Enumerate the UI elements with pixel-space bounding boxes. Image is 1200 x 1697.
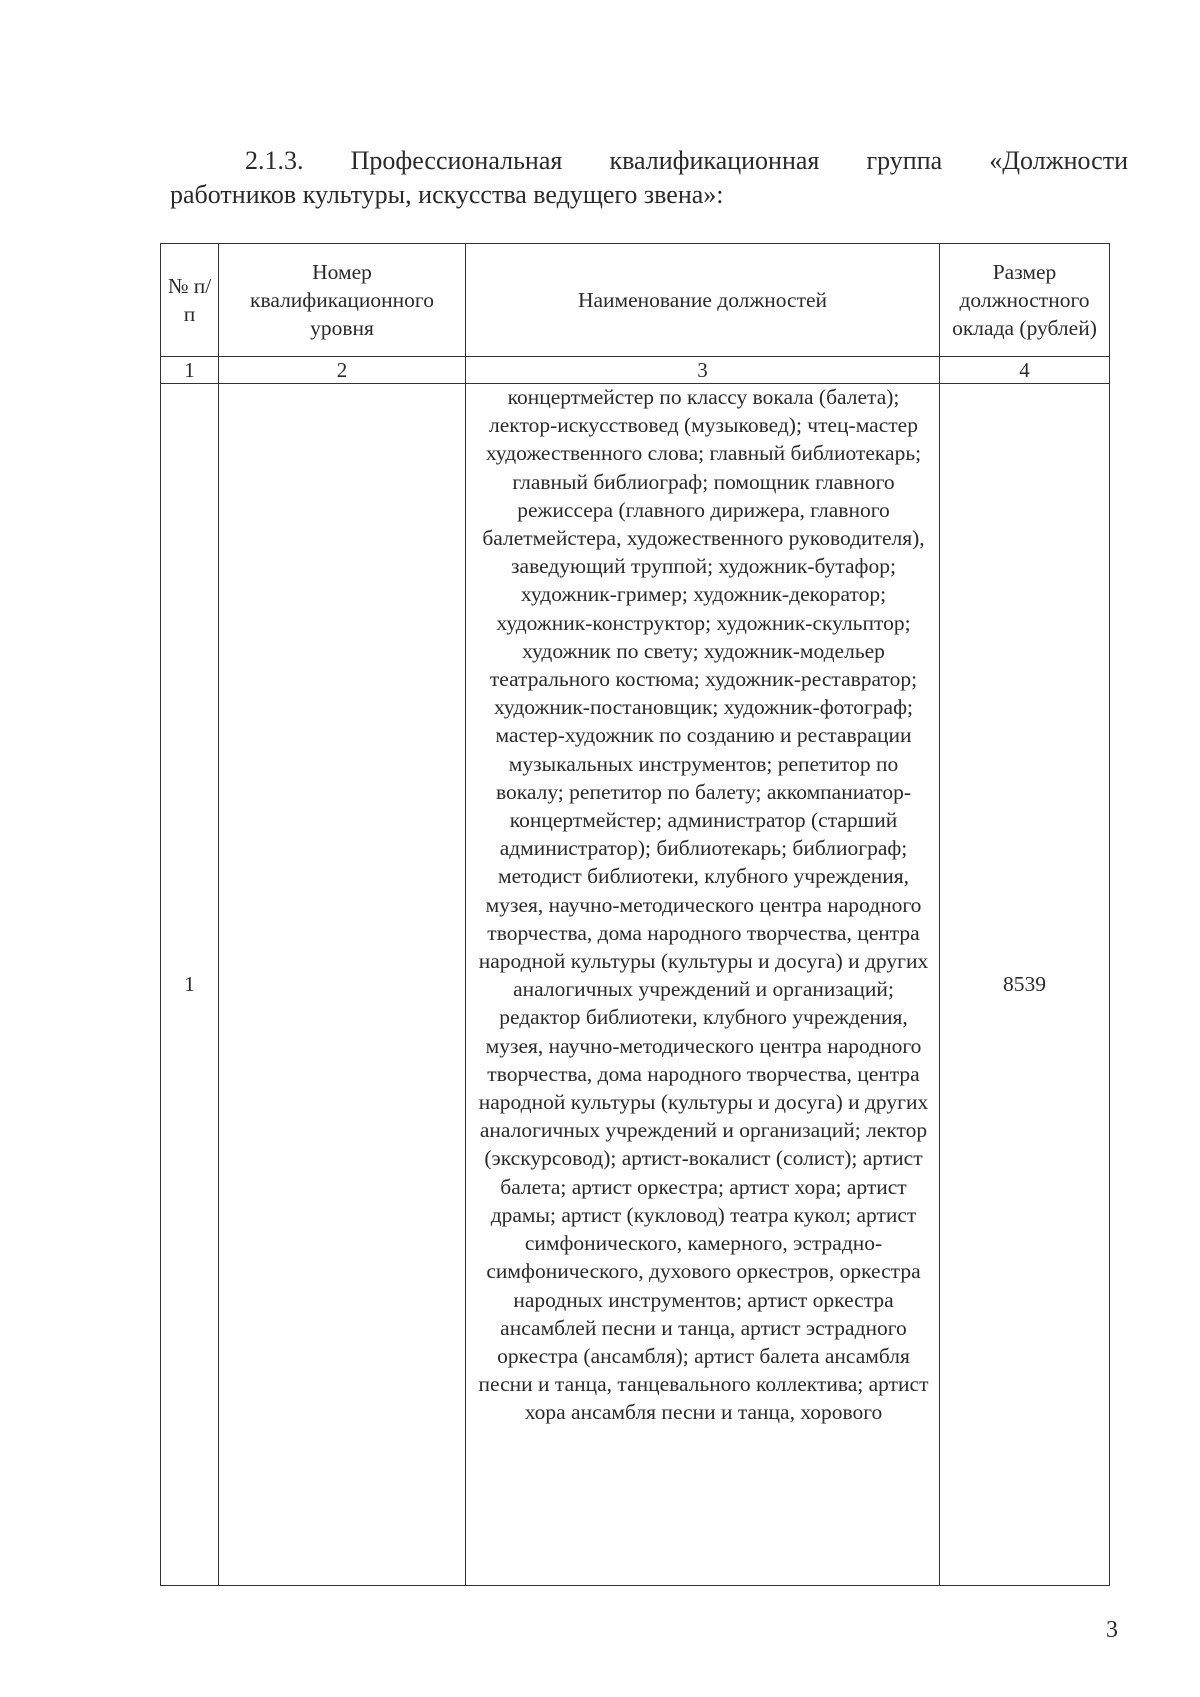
column-number-4: 4 <box>940 357 1110 384</box>
page-number: 3 <box>1106 1617 1118 1643</box>
section-heading-line-1: 2.1.3. Профессиональная квалификационная группа «Должности <box>245 146 1128 175</box>
section-heading-line-2: работников культуры, искусства ведущего звена»: <box>170 180 724 209</box>
row-number: 1 <box>161 384 219 1586</box>
position-names <box>466 384 940 1586</box>
position-names-text: концертмейстер по классу вокала (балета); лектор-искусствовед (музыковед); чтец-мастер художественного слова; главный библиотекарь; главный библиограф; помощник главного режиссера (главного дирижера, главного балетмейстера, художественного руководителя), заведующий труппой; художник-бутафор; художник-гример; художник-декоратор; художник-конструктор; художник-скульптор; художник по свету; художник-модельер театрального костюма; художник-реставратор; художник-постановщик; художник-фотограф; мастер-художник по созданию и реставрации музыкальных инструментов; репетитор по вокалу; репетитор по балету; аккомпаниатор-концертмейстер; администратор (старший администратор); библиотекарь; библиограф; методист библиотеки, клубного учреждения, музея, научно-методического центра народного творчества, дома народного творчества, центра народной культуры (культуры и досуга) и других аналогичных учреждений и организаций; редактор библиотеки, клубного учреждения, музея, научно-методического центра народного творчества, дома народного творчества, центра народной культуры (культуры и досуга) и других аналогичных учреждений и организаций; лектор (экскурсовод); артист-вокалист (солист); артист балета; артист оркестра; артист хора; артист драмы; артист (кукловод) театра кукол; артист симфонического, камерного, эстрадно-симфонического, духового оркестров, оркестра народных инструментов; артист оркестра ансамблей песни и танца, артист эстрадного оркестра (ансамбля); артист балета ансамбля песни и танца, танцевального коллектива; артист хора ансамбля песни и танца, хорового <box>478 385 929 1425</box>
column-number-3: 3 <box>466 357 940 384</box>
header-row-number: № п/п <box>161 244 219 357</box>
section-heading <box>170 144 1128 212</box>
column-number-row <box>161 357 1110 384</box>
header-position-names: Наименование должностей <box>466 244 940 357</box>
qualification-level <box>219 384 466 1586</box>
column-number-1: 1 <box>161 357 219 384</box>
header-qualification-level: Номер квалификационного уровня <box>219 244 466 357</box>
header-salary: Размер должностного оклада (рублей) <box>940 244 1110 357</box>
salary-value: 8539 <box>940 384 1110 1586</box>
table-header-row <box>161 244 1110 357</box>
column-number-2: 2 <box>219 357 466 384</box>
table-row <box>161 384 1110 1586</box>
salary-table <box>160 243 1110 1586</box>
